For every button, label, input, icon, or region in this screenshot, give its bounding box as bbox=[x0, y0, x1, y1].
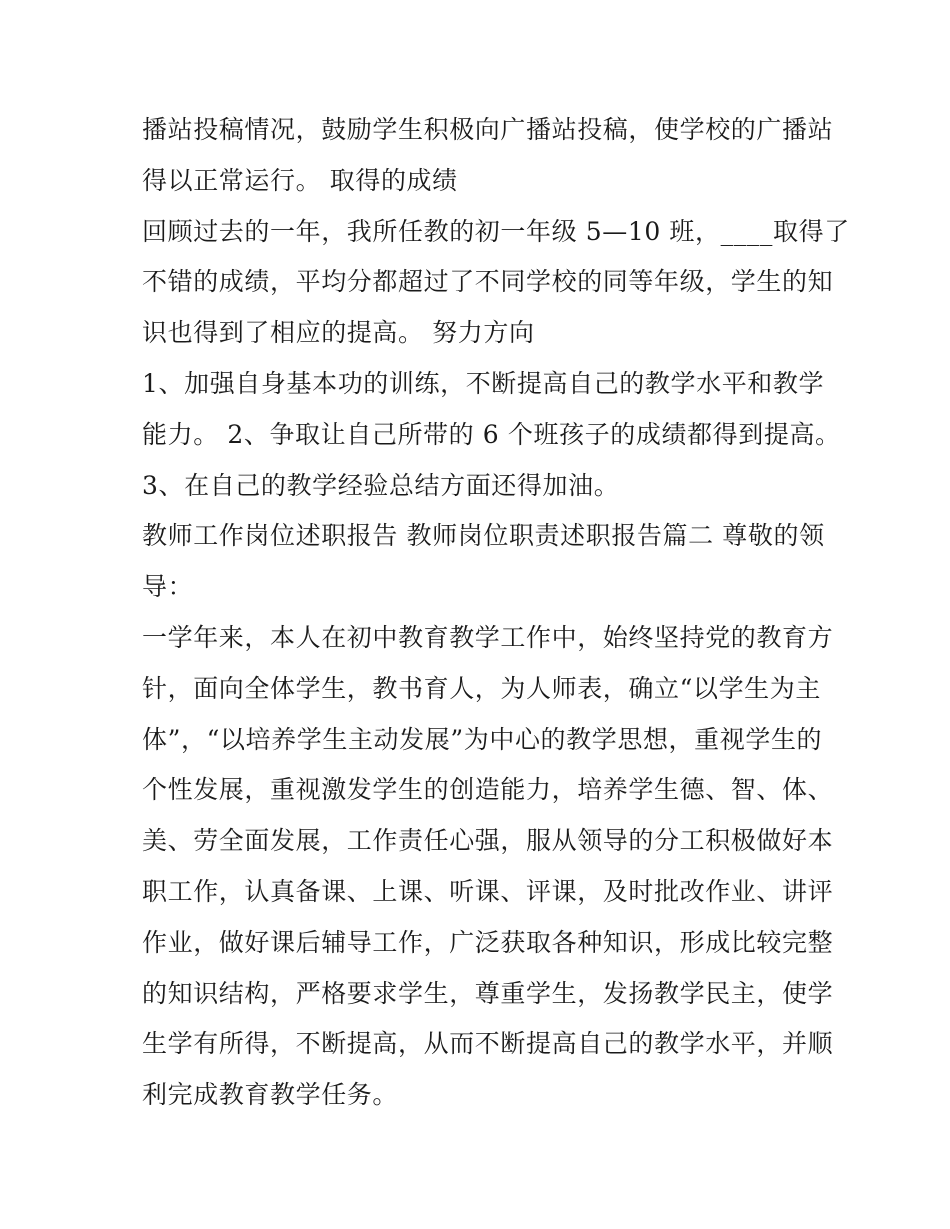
section-heading-line: 教师工作岗位述职报告 教师岗位职责述职报告篇二 尊敬的领 bbox=[142, 521, 825, 551]
text-line: 3、在自己的教学经验总结方面还得加油。 bbox=[142, 470, 620, 500]
text-line: 导： bbox=[142, 572, 194, 602]
text-line: 能力。 2、争取让自己所带的 6 个班孩子的成绩都得到提高。 bbox=[142, 419, 841, 449]
text-line: 播站投稿情况，鼓励学生积极向广播站投稿，使学校的广播站 bbox=[142, 115, 834, 144]
text-line: 回顾过去的一年，我所任教的初一年级 5—10 班，____取得了 bbox=[142, 216, 850, 246]
text-line: 的知识结构，严格要求学生，尊重学生，发扬教学民主，使学 bbox=[142, 978, 834, 1008]
text-line: 生学有所得，不断提高，从而不断提高自己的教学水平，并顺 bbox=[142, 1029, 834, 1059]
text-line: 得以正常运行。 取得的成绩 bbox=[142, 165, 458, 195]
text-line: 不错的成绩，平均分都超过了不同学校的同等年级，学生的知 bbox=[142, 267, 834, 297]
text-line: 作业，做好课后辅导工作，广泛获取各种知识，形成比较完整 bbox=[142, 927, 834, 957]
text-line: 利完成教育教学任务。 bbox=[142, 1080, 399, 1110]
text-line: 职工作，认真备课、上课、听课、评课，及时批改作业、讲评 bbox=[142, 876, 834, 906]
text-line: 体”，“以培养学生主动发展”为中心的教学思想，重视学生的 bbox=[142, 724, 823, 754]
text-line: 美、劳全面发展，工作责任心强，服从领导的分工积极做好本 bbox=[142, 826, 834, 856]
text-line: 针，面向全体学生，教书育人，为人师表，确立“以学生为主 bbox=[142, 673, 821, 703]
document-body bbox=[142, 105, 850, 1121]
text-line: 一学年来，本人在初中教育教学工作中，始终坚持党的教育方 bbox=[142, 622, 834, 652]
text-line: 个性发展，重视激发学生的创造能力，培养学生德、智、体、 bbox=[142, 775, 834, 805]
text-line: 识也得到了相应的提高。 努力方向 bbox=[142, 318, 535, 348]
text-line: 1、加强自身基本功的训练，不断提高自己的教学水平和教学 bbox=[142, 368, 825, 398]
